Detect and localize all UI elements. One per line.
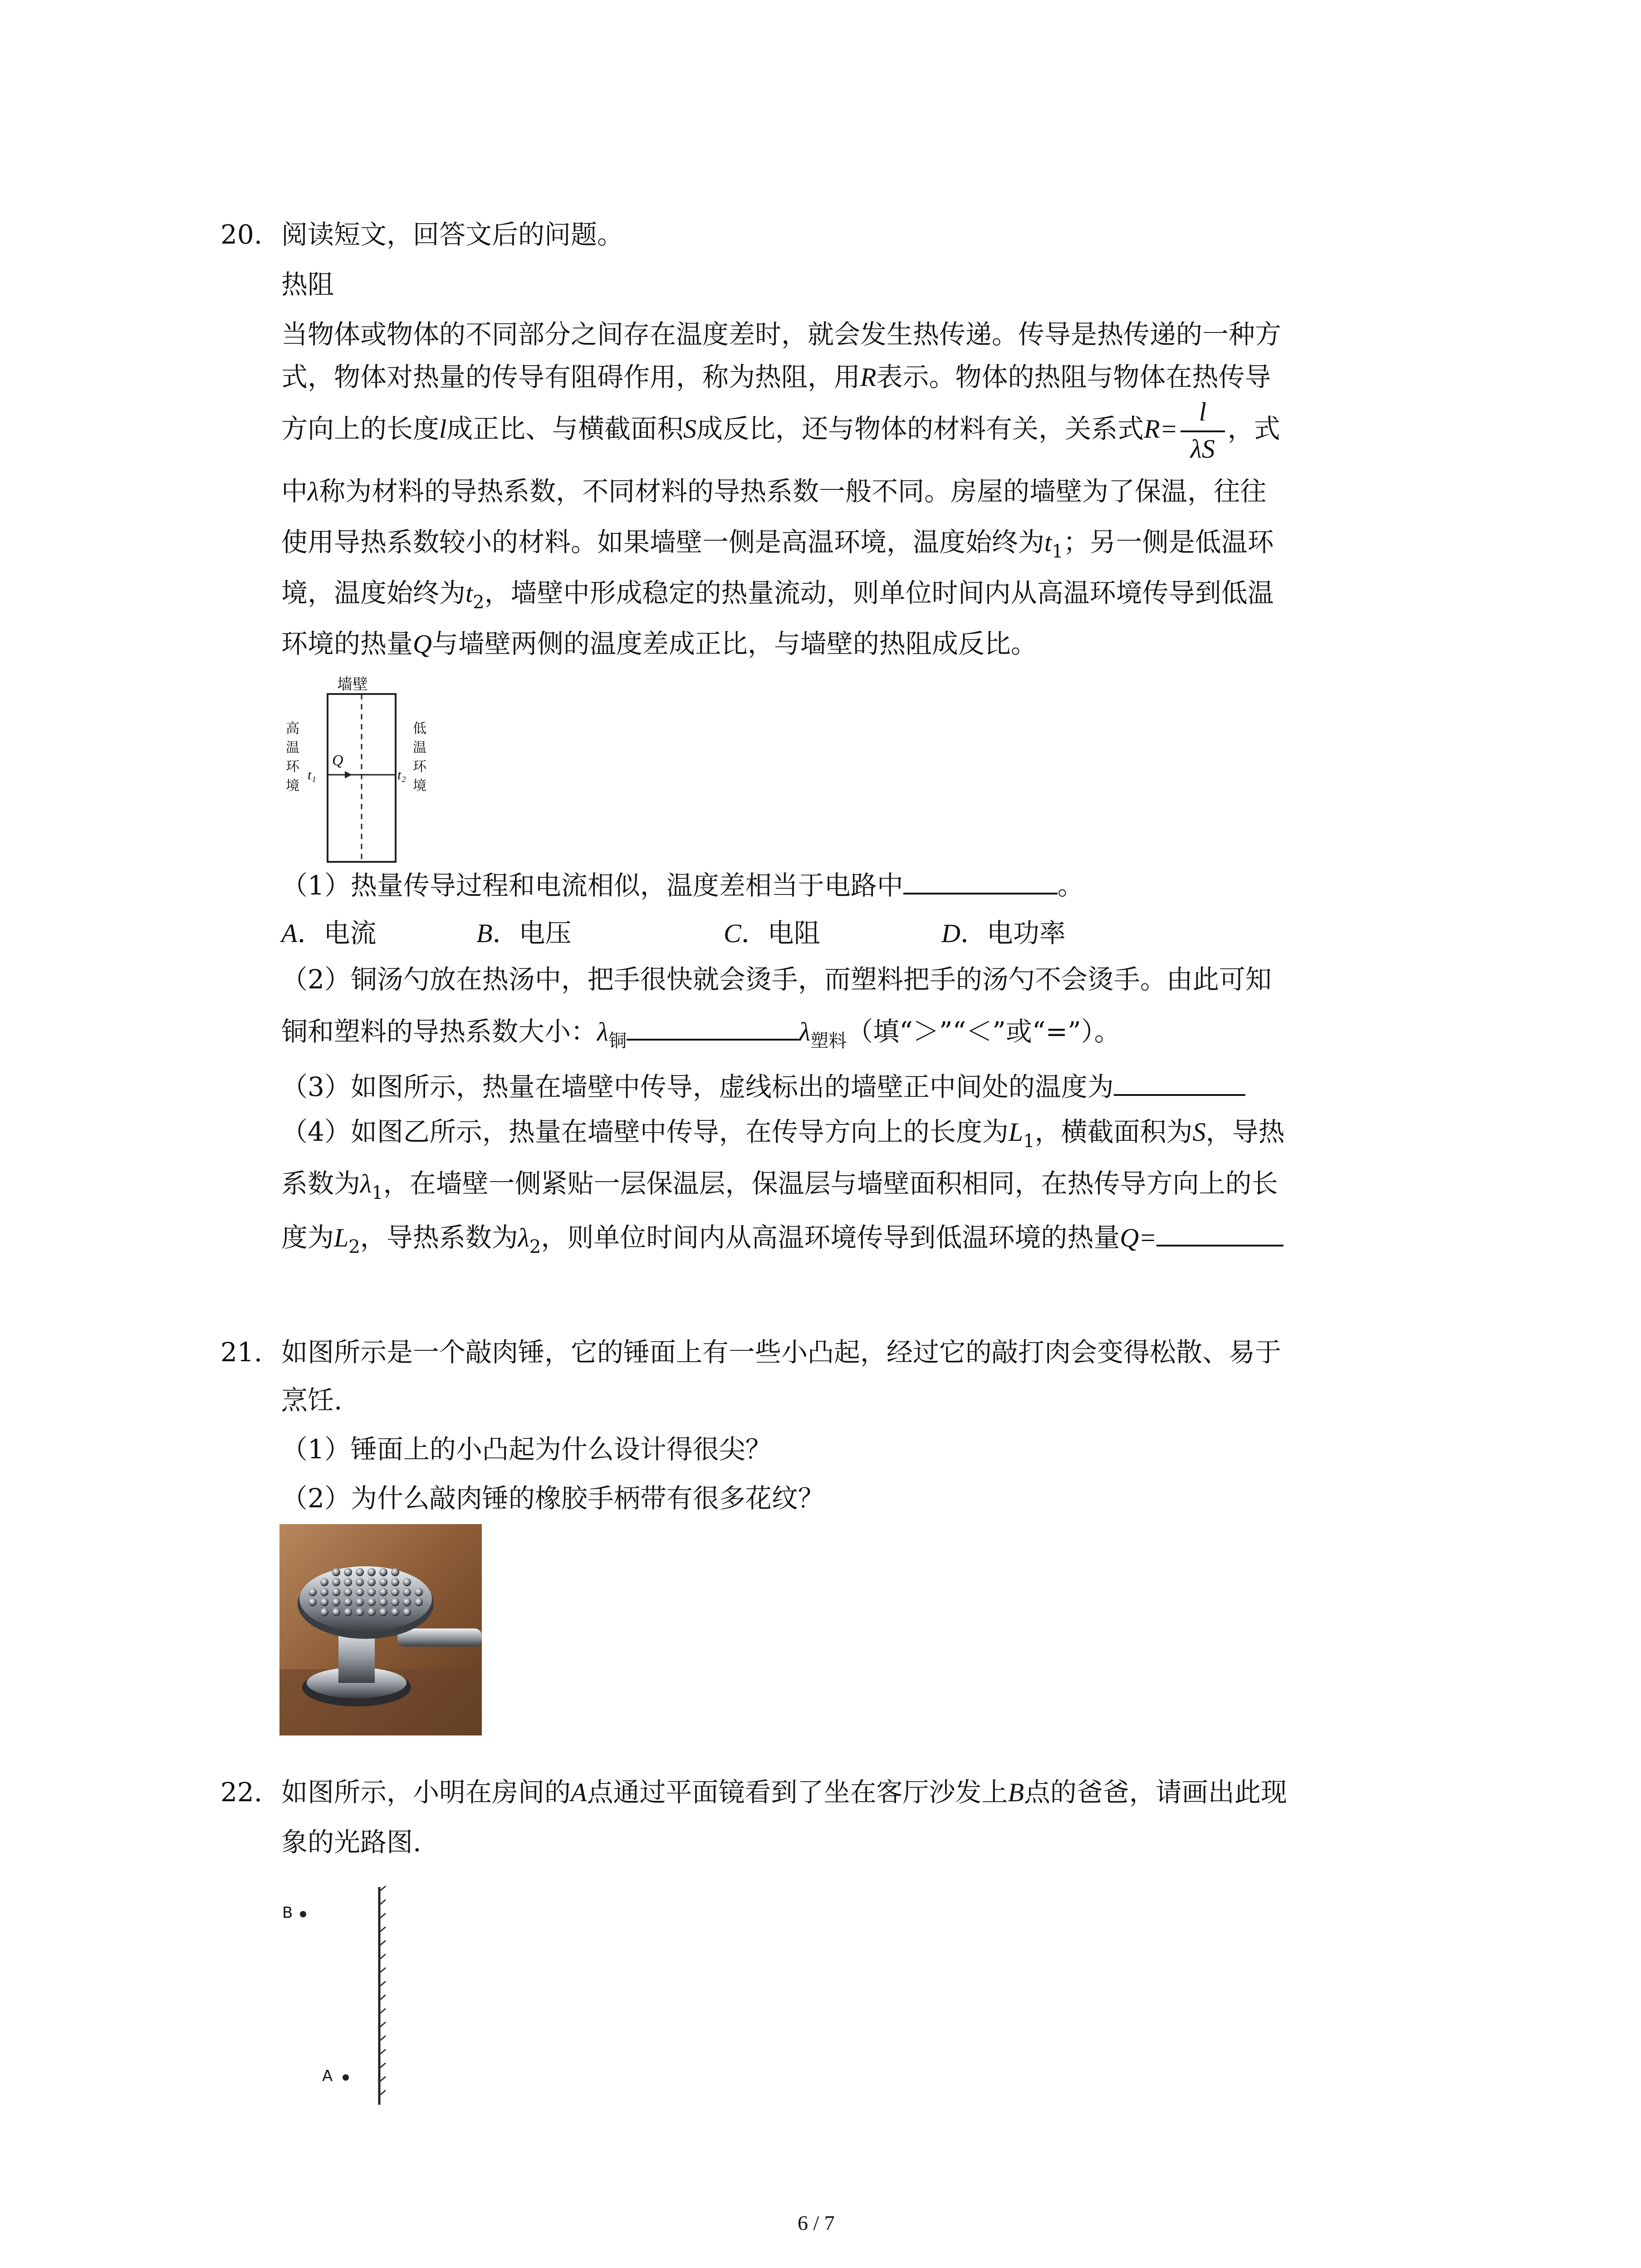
q20-intro: 阅读短文，回答文后的问题。 — [281, 219, 624, 250]
spike — [309, 1588, 317, 1596]
q20-paragraph-line: 当物体或物体的不同部分之间存在温度差时，就会发生热传递。传导是热传递的一种方 — [281, 319, 1282, 350]
point-a-label: A — [322, 2067, 333, 2085]
wall-diagram — [277, 676, 449, 866]
spike — [320, 1598, 328, 1606]
spike — [367, 1568, 376, 1576]
high-temp-label-1: 高 — [286, 721, 299, 737]
high-temp-label-4: 境 — [286, 778, 299, 794]
q22-text: 象的光路图. — [281, 1827, 421, 1857]
spike — [356, 1578, 364, 1586]
q21-number: 21. — [220, 1337, 263, 1368]
spike — [356, 1598, 364, 1606]
q20-paragraph-line: 方向上的长度l成正比、与横截面积S成反比，还与物体的材料有关，关系式R= $\frac{l}{\lambda S}$ ，式 — [281, 396, 1280, 464]
q20-sub2: 铜和塑料的导热系数大小：$\lambda_铜$ $\lambda_{塑料}$（填“＞”“＜”或“=”）。 — [281, 1013, 1121, 1057]
formula-fraction: $\frac{l}{\lambda S}$ — [1178, 415, 1228, 447]
spike — [391, 1598, 399, 1606]
q20-sub2: （2）铜汤勺放在热汤中，把手很快就会烫手，而塑料把手的汤勺不会烫手。由此可知 — [281, 964, 1272, 995]
spike — [391, 1608, 399, 1616]
low-temp-label-4: 境 — [413, 778, 426, 794]
spike — [403, 1598, 411, 1606]
q20-paragraph-line: 使用导热系数较小的材料。如果墙壁一侧是高温环境，温度始终为$t_1$；另一侧是低温环 — [281, 527, 1274, 562]
spike — [344, 1568, 352, 1576]
t1-label: t₁ — [308, 767, 316, 782]
spike — [344, 1578, 352, 1586]
spike — [379, 1598, 387, 1606]
q20-sub4: 系数为$\lambda_1$，在墙壁一侧紧贴一层保温层，保温层与墙壁面积相同，在热传导方向上的长 — [281, 1168, 1278, 1203]
spike — [391, 1578, 399, 1586]
q20-number: 20. — [220, 219, 263, 250]
q20-paragraph-line: 式，物体对热量的传导有阻碍作用，称为热阻，用R表示。物体的热阻与物体在热传导 — [281, 362, 1271, 392]
answer-blank-1[interactable] — [903, 867, 1058, 894]
option-a[interactable]: A．电流 — [281, 918, 377, 948]
spike — [379, 1608, 387, 1616]
spike — [379, 1578, 387, 1586]
spike — [332, 1578, 340, 1586]
q20-sub3: （3）如图所示，热量在墙壁中传导，虚线标出的墙壁正中间处的温度为 — [281, 1069, 1245, 1103]
spike — [344, 1588, 352, 1596]
option-c[interactable]: C．电阻 — [724, 918, 820, 948]
spike — [309, 1598, 317, 1606]
spike — [391, 1568, 399, 1576]
spike — [356, 1608, 364, 1616]
q20-paragraph-line: 中λ称为材料的导热系数，不同材料的导热系数一般不同。房屋的墙壁为了保温，往往 — [281, 476, 1267, 507]
spike — [403, 1608, 411, 1616]
spike — [332, 1588, 340, 1596]
answer-blank-2[interactable] — [627, 1013, 799, 1041]
spike — [391, 1588, 399, 1596]
q20-sub1: （1）热量传导过程和电流相似，温度差相当于电路中 。 — [281, 867, 1084, 901]
q20-paragraph-line: 环境的热量Q与墙壁两侧的温度差成正比，与墙壁的热阻成反比。 — [281, 628, 1037, 659]
q22-text: 如图所示，小明在房间的A点通过平面镜看到了坐在客厅沙发上B点的爸爸，请画出此现 — [281, 1777, 1287, 1808]
spike — [320, 1588, 328, 1596]
option-b[interactable]: B．电压 — [476, 918, 572, 948]
spike — [367, 1588, 376, 1596]
q20-sub4: 度为$L_2$，导热系数为$\lambda_2$，则单位时间内从高温环境传导到低温环境的热量Q= — [281, 1219, 1283, 1263]
q21-sub2: （2）为什么敲肉锤的橡胶手柄带有很多花纹？ — [281, 1483, 824, 1514]
point-b-label: B — [282, 1904, 293, 1922]
spike — [332, 1568, 340, 1576]
option-d[interactable]: D．电功率 — [941, 918, 1066, 948]
t2-label: t₂ — [397, 767, 406, 782]
spike — [344, 1598, 352, 1606]
high-temp-label-3: 环 — [286, 759, 299, 775]
spike — [356, 1568, 364, 1576]
low-temp-label-3: 环 — [413, 759, 426, 775]
low-temp-label-1: 低 — [413, 721, 426, 737]
spike — [415, 1598, 423, 1606]
spike — [403, 1578, 411, 1586]
spike — [379, 1568, 387, 1576]
spike — [332, 1598, 340, 1606]
low-temp-label-2: 温 — [413, 740, 426, 756]
spike — [367, 1578, 376, 1586]
spike — [320, 1578, 328, 1586]
q20-options — [281, 917, 1189, 949]
q21-text: 烹饪. — [281, 1385, 343, 1416]
q20-sub4: （4）如图乙所示，热量在墙壁中传导，在传导方向上的长度为$L_1$，横截面积为S，导热 — [281, 1116, 1285, 1152]
q21-text: 如图所示是一个敲肉锤，它的锤面上有一些小凸起，经过它的敲打肉会变得松散、易于 — [281, 1337, 1282, 1368]
meat-tenderizer-photo — [279, 1524, 482, 1735]
answer-blank-4[interactable] — [1156, 1219, 1283, 1246]
mirror-diagram — [277, 1878, 399, 2114]
spike — [415, 1588, 423, 1596]
q21-sub1: （1）锤面上的小凸起为什么设计得很尖？ — [281, 1434, 772, 1465]
spike — [332, 1608, 340, 1616]
wall-label: 墙壁 — [337, 675, 368, 694]
answer-blank-3[interactable] — [1114, 1069, 1245, 1096]
spike — [320, 1608, 328, 1616]
q-label: Q — [332, 752, 343, 769]
q22-number: 22. — [220, 1777, 263, 1808]
spike — [403, 1588, 411, 1596]
spike — [367, 1598, 376, 1606]
spike — [367, 1608, 376, 1616]
high-temp-label-2: 温 — [286, 740, 299, 756]
page-number: 6 / 7 — [798, 2211, 835, 2234]
spike — [344, 1608, 352, 1616]
q20-paragraph-line: 境，温度始终为$t_2$，墙壁中形成稳定的热量流动，则单位时间内从高温环境传导到低温 — [281, 577, 1274, 613]
spike — [379, 1588, 387, 1596]
spike — [356, 1588, 364, 1596]
q20-title: 热阻 — [281, 269, 334, 300]
